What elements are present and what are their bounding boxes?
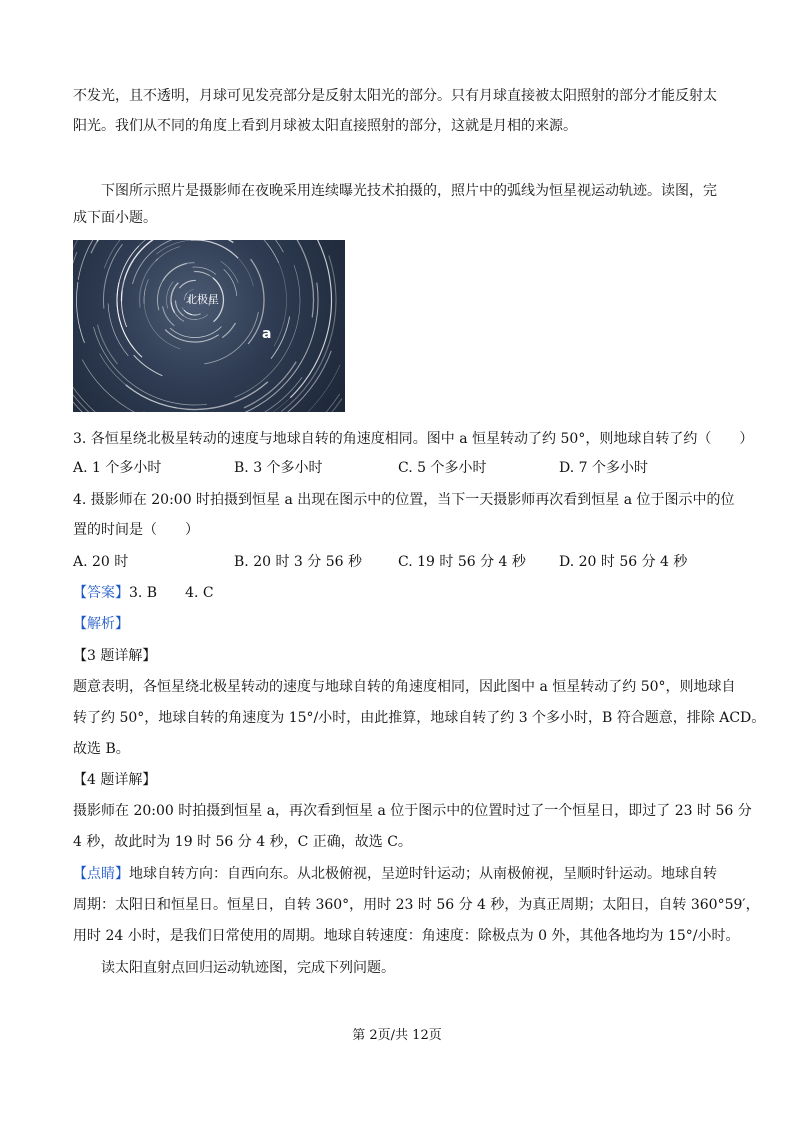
star-trail-arc: [157, 263, 186, 310]
star-trail-arc: [179, 280, 195, 288]
star-trail-arc: [124, 240, 230, 280]
q3-option-d: D. 7 个多小时: [559, 460, 648, 476]
star-trail-arc: [73, 240, 96, 338]
detail4-heading: 【4 题详解】: [73, 772, 157, 788]
intro-line-1: 不发光，且不透明，月球可见发亮部分是反射太阳光的部分。只有月球直接被太阳照射的部分才能反射太: [73, 88, 717, 104]
q3-option-a: A. 1 个多小时: [73, 460, 162, 476]
q3-option-b: B. 3 个多小时: [234, 460, 323, 476]
star-trail-arc: [289, 240, 345, 342]
star-trail-arc: [77, 282, 85, 343]
star-trail-arc: [171, 302, 184, 321]
star-trail-arc: [271, 317, 290, 359]
star-trail-arc: [73, 298, 228, 412]
star-trail-arc: [165, 330, 219, 342]
star-trail-arc: [73, 240, 145, 412]
star-trail-arc: [191, 240, 238, 258]
q4-stem-line-2: 置的时间是（ ）: [73, 522, 199, 538]
star-trail-arc: [73, 377, 124, 412]
star-trail-photo: [73, 240, 345, 412]
intro-line-2: 阳光。我们从不同的角度上看到月球被太阳直接照射的部分，这就是月相的来源。: [73, 118, 577, 134]
star-trail-arc: [73, 240, 99, 412]
star-trail-arc: [73, 252, 77, 330]
prompt-line-1: 下图所示照片是摄影师在夜晚采用连续曝光技术拍摄的，照片中的弧线为恒星视运动轨迹。读图，完: [101, 183, 717, 199]
detail4-line-1: 摄影师在 20:00 时拍摄到恒星 a，再次看到恒星 a 位于图示中的位置时过了一个恒星日，即过了 23 时 56 分: [73, 803, 752, 819]
star-trail-arc: [290, 240, 345, 412]
page-footer: 第 2页/共 12页: [352, 1028, 442, 1043]
q4-option-b: B. 20 时 3 分 56 秒: [234, 554, 362, 570]
star-trail-arc: [73, 367, 162, 412]
star-trail-arc: [259, 351, 331, 412]
star-trail-arc: [73, 240, 98, 410]
star-trail-arc: [195, 271, 223, 291]
q4-stem-line-1: 4. 摄影师在 20:00 时拍摄到恒星 a 出现在图示中的位置，当下一天摄影师再次看到恒星 a 位于图示中的位: [73, 492, 735, 508]
q3-stem: 3. 各恒星绕北极星转动的速度与地球自转的角速度相同。图中 a 恒星转动了约 50°，则地球自转了约（ ）: [73, 431, 754, 447]
q4-option-a: A. 20 时: [73, 554, 129, 570]
star-trail-arc: [73, 311, 89, 412]
detail3-line-1: 题意表明，各恒星绕北极星转动的速度与地球自转的角速度相同，因此图中 a 恒星转动了约 50°，则地球自: [73, 679, 736, 695]
tip-text-1: 地球自转方向：自西向东。从北极俯视，呈逆时针运动；从南极俯视，呈顺时针运动。地球自转: [129, 866, 717, 882]
star-trail-arc: [221, 261, 239, 282]
star-trail-arc: [239, 259, 253, 286]
star-trail-arc: [139, 259, 158, 308]
star-trail-arcs: [73, 240, 345, 412]
star-trail-arc: [163, 263, 195, 281]
star-trail-arc: [170, 327, 221, 338]
star-trail-arc: [221, 267, 331, 412]
star-trail-arc: [104, 240, 234, 268]
star-trail-arc: [121, 291, 126, 327]
star-trail-arc: [103, 244, 122, 309]
tip-line-3: 用时 24 小时，是我们日常使用的周期。地球自转速度：角速度：除极点为 0 外，其他各地均为 15°/小时。: [73, 928, 740, 944]
star-trail-arc: [224, 269, 237, 296]
star-a-label: a: [262, 326, 272, 342]
detail3-heading: 【3 题详解】: [73, 648, 157, 664]
polaris-label: 北极星: [186, 293, 219, 306]
next-prompt: 读太阳直射点回归运动轨迹图，完成下列问题。: [101, 960, 395, 976]
analysis-label: 【解析】: [73, 616, 129, 632]
star-trail-arc: [156, 247, 181, 262]
star-trail-arc: [269, 240, 331, 398]
q3-option-c: C. 5 个多小时: [398, 460, 487, 476]
tip-line-2: 周期：太阳日和恒星日。恒星日，自转 360°，用时 23 时 56 分 4 秒，为真正周期；太阳日，自转 360°59′，: [73, 897, 760, 913]
star-trail-arc: [226, 365, 340, 412]
star-trail-arc: [184, 310, 192, 315]
tip-label: 【点睛】: [73, 866, 129, 882]
star-trail-arc: [73, 337, 220, 412]
answer-line: [73, 583, 723, 603]
star-trail-arc: [222, 323, 235, 338]
star-trail-arc: [117, 246, 139, 349]
star-trail-arc: [134, 355, 163, 376]
detail3-line-2: 转了约 50°，地球自转的角速度为 15°/小时，由此推算，地球自转了约 3 个多小时，B 符合题意，排除 ACD。: [73, 710, 766, 726]
star-trail-arc: [144, 289, 180, 349]
star-trail-arc: [191, 240, 345, 254]
prompt-line-2: 成下面小题。: [73, 210, 157, 226]
star-trail-arc: [100, 354, 178, 408]
star-trail-arc: [244, 362, 296, 408]
q4-option-d: D. 20 时 56 分 4 秒: [559, 554, 688, 570]
detail4-line-2: 4 秒，故此时为 19 时 56 分 4 秒，C 正确，故选 C。: [73, 834, 412, 850]
answer-label: 【答案】: [73, 585, 129, 601]
tip-line-1: [73, 864, 723, 884]
star-trail-arc: [97, 240, 146, 242]
star-trail-arc: [73, 240, 242, 275]
star-trail-arc: [167, 282, 174, 309]
q4-option-c: C. 19 时 56 分 4 秒: [398, 554, 526, 570]
detail3-line-3: 故选 B。: [73, 741, 130, 757]
answer-text: 3. B 4. C: [129, 585, 214, 601]
star-trail-arc: [94, 327, 208, 405]
star-trail-arc: [182, 307, 197, 315]
star-trail-arc: [216, 283, 318, 412]
